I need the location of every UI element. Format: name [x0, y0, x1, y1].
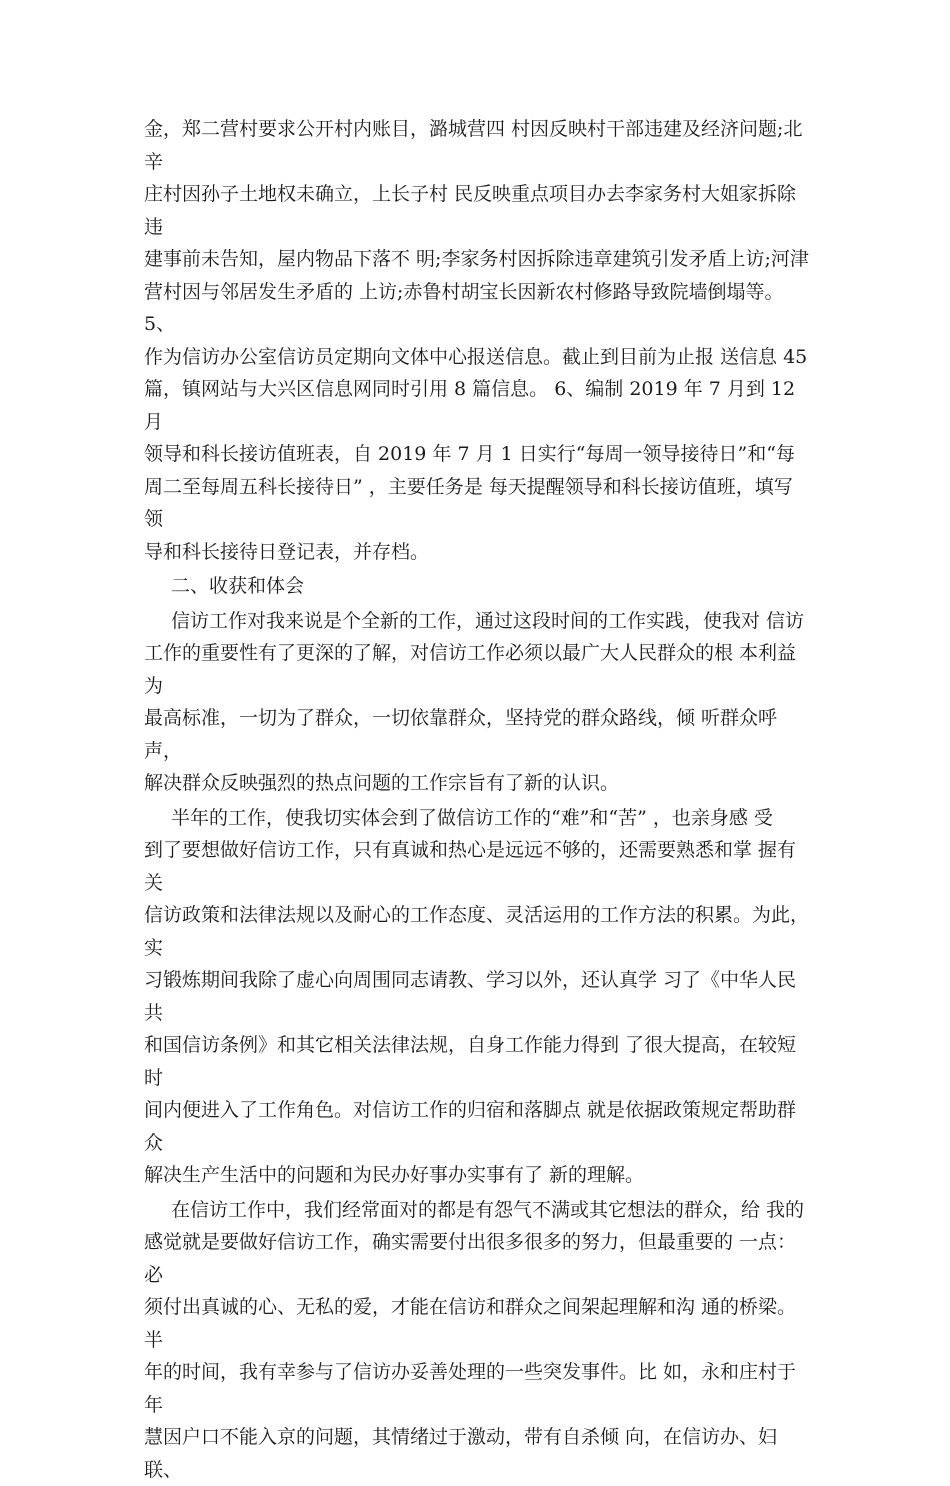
paragraph-half-year-experience: 半年的工作，使我切实体会到了做信访工作的“难”和“苦” ，也亲身感 受 到了要想做好信访工作，只有真诚和热心是远远不够的，还需要熟悉和掌 握有关 信访政策和法律法规以及耐心的工作态度、灵活运用的工作方法的积累。为此，实 习锻炼期间我除了虚心向周围同志请教、学习以外，还认真学 习了《中华人民共 和国信访条例》和其它相关法律法规，自身工作能力得到 了很大提高，在较短时 间内便进入了工作角色。对信访工作的归宿和落脚点 就是依据政策规定帮助群众 解决生产生活中的问题和为民办好事办实事有了 新的理解。	[144, 802, 810, 1192]
paragraph-work-items: 金，郑二营村要求公开村内账目，潞城营四 村因反映村干部违建及经济问题;北辛 庄村因孙子土地权未确立，上长子村 民反映重点项目办去李家务村大姐家拆除违 建事前未告知，屋内物品下落不 明;李家务村因拆除违章建筑引发矛盾上访;河津 营村因与邻居发生矛盾的 上访;赤鲁村胡宝长因新农村修路导致院墙倒塌等。 5、 作为信访办公室信访员定期向文体中心报送信息。截止到目前为止报 送信息 45 篇，镇网站与大兴区信息网同时引用 8 篇信息。 6、编制 2019 年 7 月到 12 月 领导和科长接访值班表，自 2019 年 7 月 1 日实行“每周一领导接待日”和“每 周二至每周五科长接待日” ，主要任务是 每天提醒领导和科长接访值班，填写领 导和科长接待日登记表，并存档。	[144, 113, 810, 568]
paragraph-sincerity: 在信访工作中，我们经常面对的都是有怨气不满或其它想法的群众，给 我的 感觉就是要做好信访工作，确实需要付出很多很多的努力，但最重要的 一点：必 须付出真诚的心、无私的爱，才能在信访和群众之间架起理解和沟 通的桥梁。半 年的时间，我有幸参与了信访办妥善处理的一些突发事件。比 如，永和庄村于年 慧因户口不能入京的问题，其情绪过于激动，带有自杀倾 向，在信访办、妇联、	[144, 1194, 810, 1486]
section-heading-gains: 二、收获和体会	[144, 570, 810, 603]
document-body	[144, 113, 810, 1486]
paragraph-new-understanding: 信访工作对我来说是个全新的工作，通过这段时间的工作实践，使我对 信访 工作的重要性有了更深的了解，对信访工作必须以最广大人民群众的根 本利益为 最高标准，一切为了群众，一切依靠群众，坚持党的群众路线，倾 听群众呼声， 解决群众反映强烈的热点问题的工作宗旨有了新的认识。	[144, 605, 810, 800]
